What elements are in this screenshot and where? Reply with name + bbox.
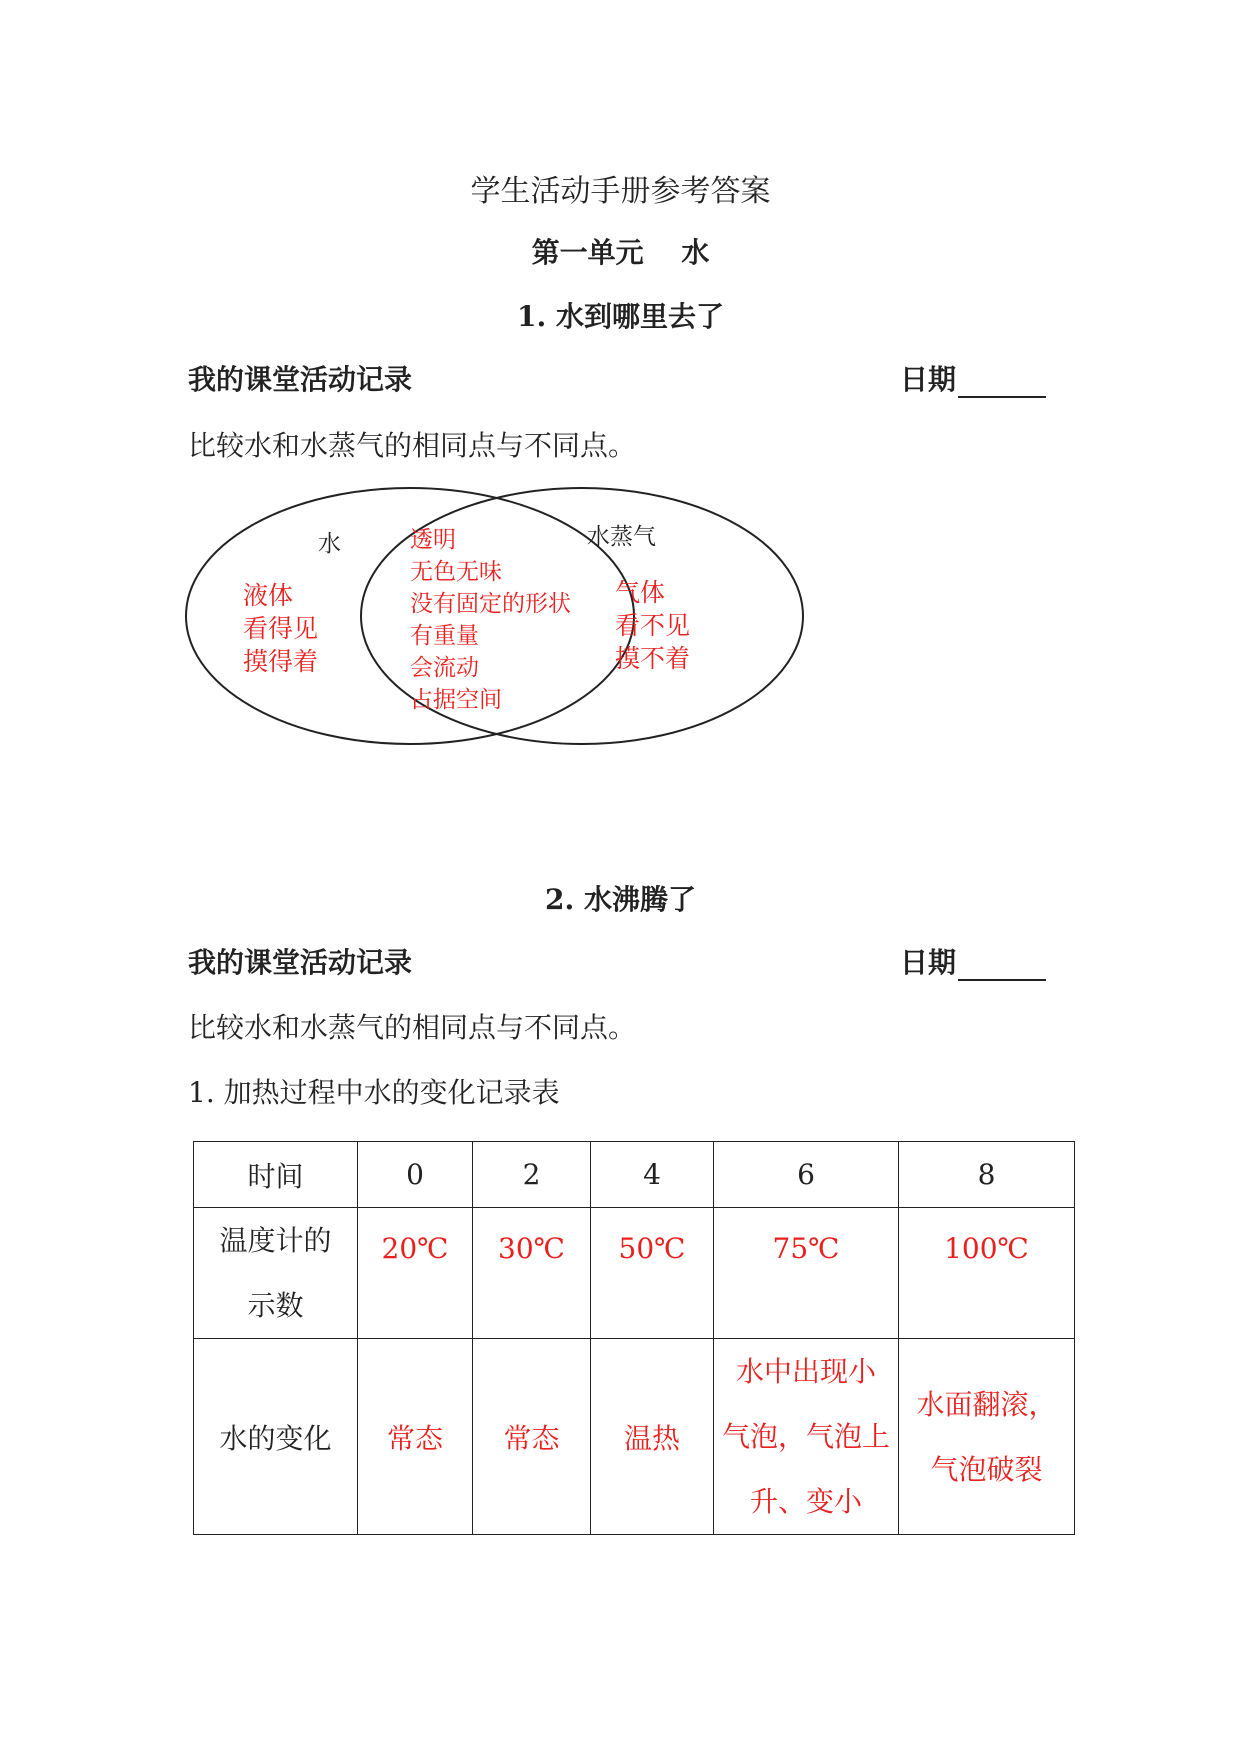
cell-line: 升、变小: [749, 1485, 862, 1518]
table-row: [194, 1208, 1075, 1339]
temperature-cell: 100℃: [899, 1208, 1075, 1339]
table-header-cell: 时间: [194, 1142, 358, 1208]
lesson2-title: 2. 水沸腾了: [545, 883, 696, 916]
water-change-cell: 常态: [358, 1339, 473, 1535]
venn-common-item: 有重量: [410, 623, 479, 649]
table-header-cell: 8: [899, 1142, 1075, 1208]
lesson2-date: [900, 941, 1046, 981]
table-header-cell: 6: [714, 1142, 899, 1208]
venn-common-items: [410, 524, 571, 716]
table-row: [194, 1142, 1075, 1208]
lesson2-record-label: 我的课堂活动记录: [188, 946, 413, 979]
date-label: 日期: [900, 363, 957, 396]
venn-diagram: [0, 0, 1241, 800]
water-change-cell: 常态: [473, 1339, 591, 1535]
table-row-header: 水的变化: [194, 1339, 358, 1535]
table-row: [194, 1339, 1075, 1535]
lesson1-prompt: 比较水和水蒸气的相同点与不同点。: [188, 429, 637, 462]
venn-left-item: 液体: [243, 581, 294, 610]
venn-right-item: 看不见: [615, 611, 691, 640]
heating-record-table: [193, 1141, 1075, 1535]
unit-heading: 第一单元 水: [531, 236, 710, 269]
lesson1-title: 1. 水到哪里去了: [517, 300, 724, 333]
cell-line: 气泡破裂: [930, 1452, 1043, 1486]
venn-left-label: 水: [318, 531, 341, 557]
row-header-line: 温度计的: [219, 1224, 332, 1257]
venn-left-item: 看得见: [243, 614, 319, 643]
temperature-cell: 75℃: [714, 1208, 899, 1339]
row-header-line: 示数: [247, 1289, 304, 1322]
venn-right-items: [615, 576, 690, 675]
lesson1-record-label: 我的课堂活动记录: [188, 363, 413, 396]
water-change-cell: [899, 1339, 1075, 1535]
venn-right-item: 气体: [615, 578, 666, 607]
temperature-cell: 50℃: [591, 1208, 714, 1339]
cell-line: 水面翻滚，: [916, 1387, 1057, 1421]
venn-right-item: 摸不着: [615, 644, 691, 673]
temperature-cell: 30℃: [473, 1208, 591, 1339]
venn-left-item: 摸得着: [243, 647, 319, 676]
date-blank: [958, 951, 1046, 981]
table-header-cell: 4: [591, 1142, 714, 1208]
venn-common-item: 透明: [410, 527, 456, 553]
cell-line: 气泡，气泡上: [721, 1420, 890, 1453]
table-header-cell: 0: [358, 1142, 473, 1208]
venn-common-item: 无色无味: [410, 559, 502, 585]
venn-left-items: [243, 579, 318, 678]
water-change-cell: [714, 1339, 899, 1535]
venn-common-item: 占据空间: [410, 687, 502, 713]
table-header-cell: 2: [473, 1142, 591, 1208]
document-title: 学生活动手册参考答案: [470, 174, 771, 209]
venn-common-item: 没有固定的形状: [410, 591, 571, 617]
date-label: 日期: [900, 946, 957, 979]
cell-line: 水中出现小: [735, 1355, 876, 1388]
venn-common-item: 会流动: [410, 655, 479, 681]
temperature-cell: 20℃: [358, 1208, 473, 1339]
venn-right-label: 水蒸气: [587, 524, 656, 550]
water-change-cell: 温热: [591, 1339, 714, 1535]
table-title: 1. 加热过程中水的变化记录表: [188, 1076, 560, 1109]
lesson2-prompt: 比较水和水蒸气的相同点与不同点。: [188, 1011, 637, 1044]
table-row-header: [194, 1208, 358, 1339]
